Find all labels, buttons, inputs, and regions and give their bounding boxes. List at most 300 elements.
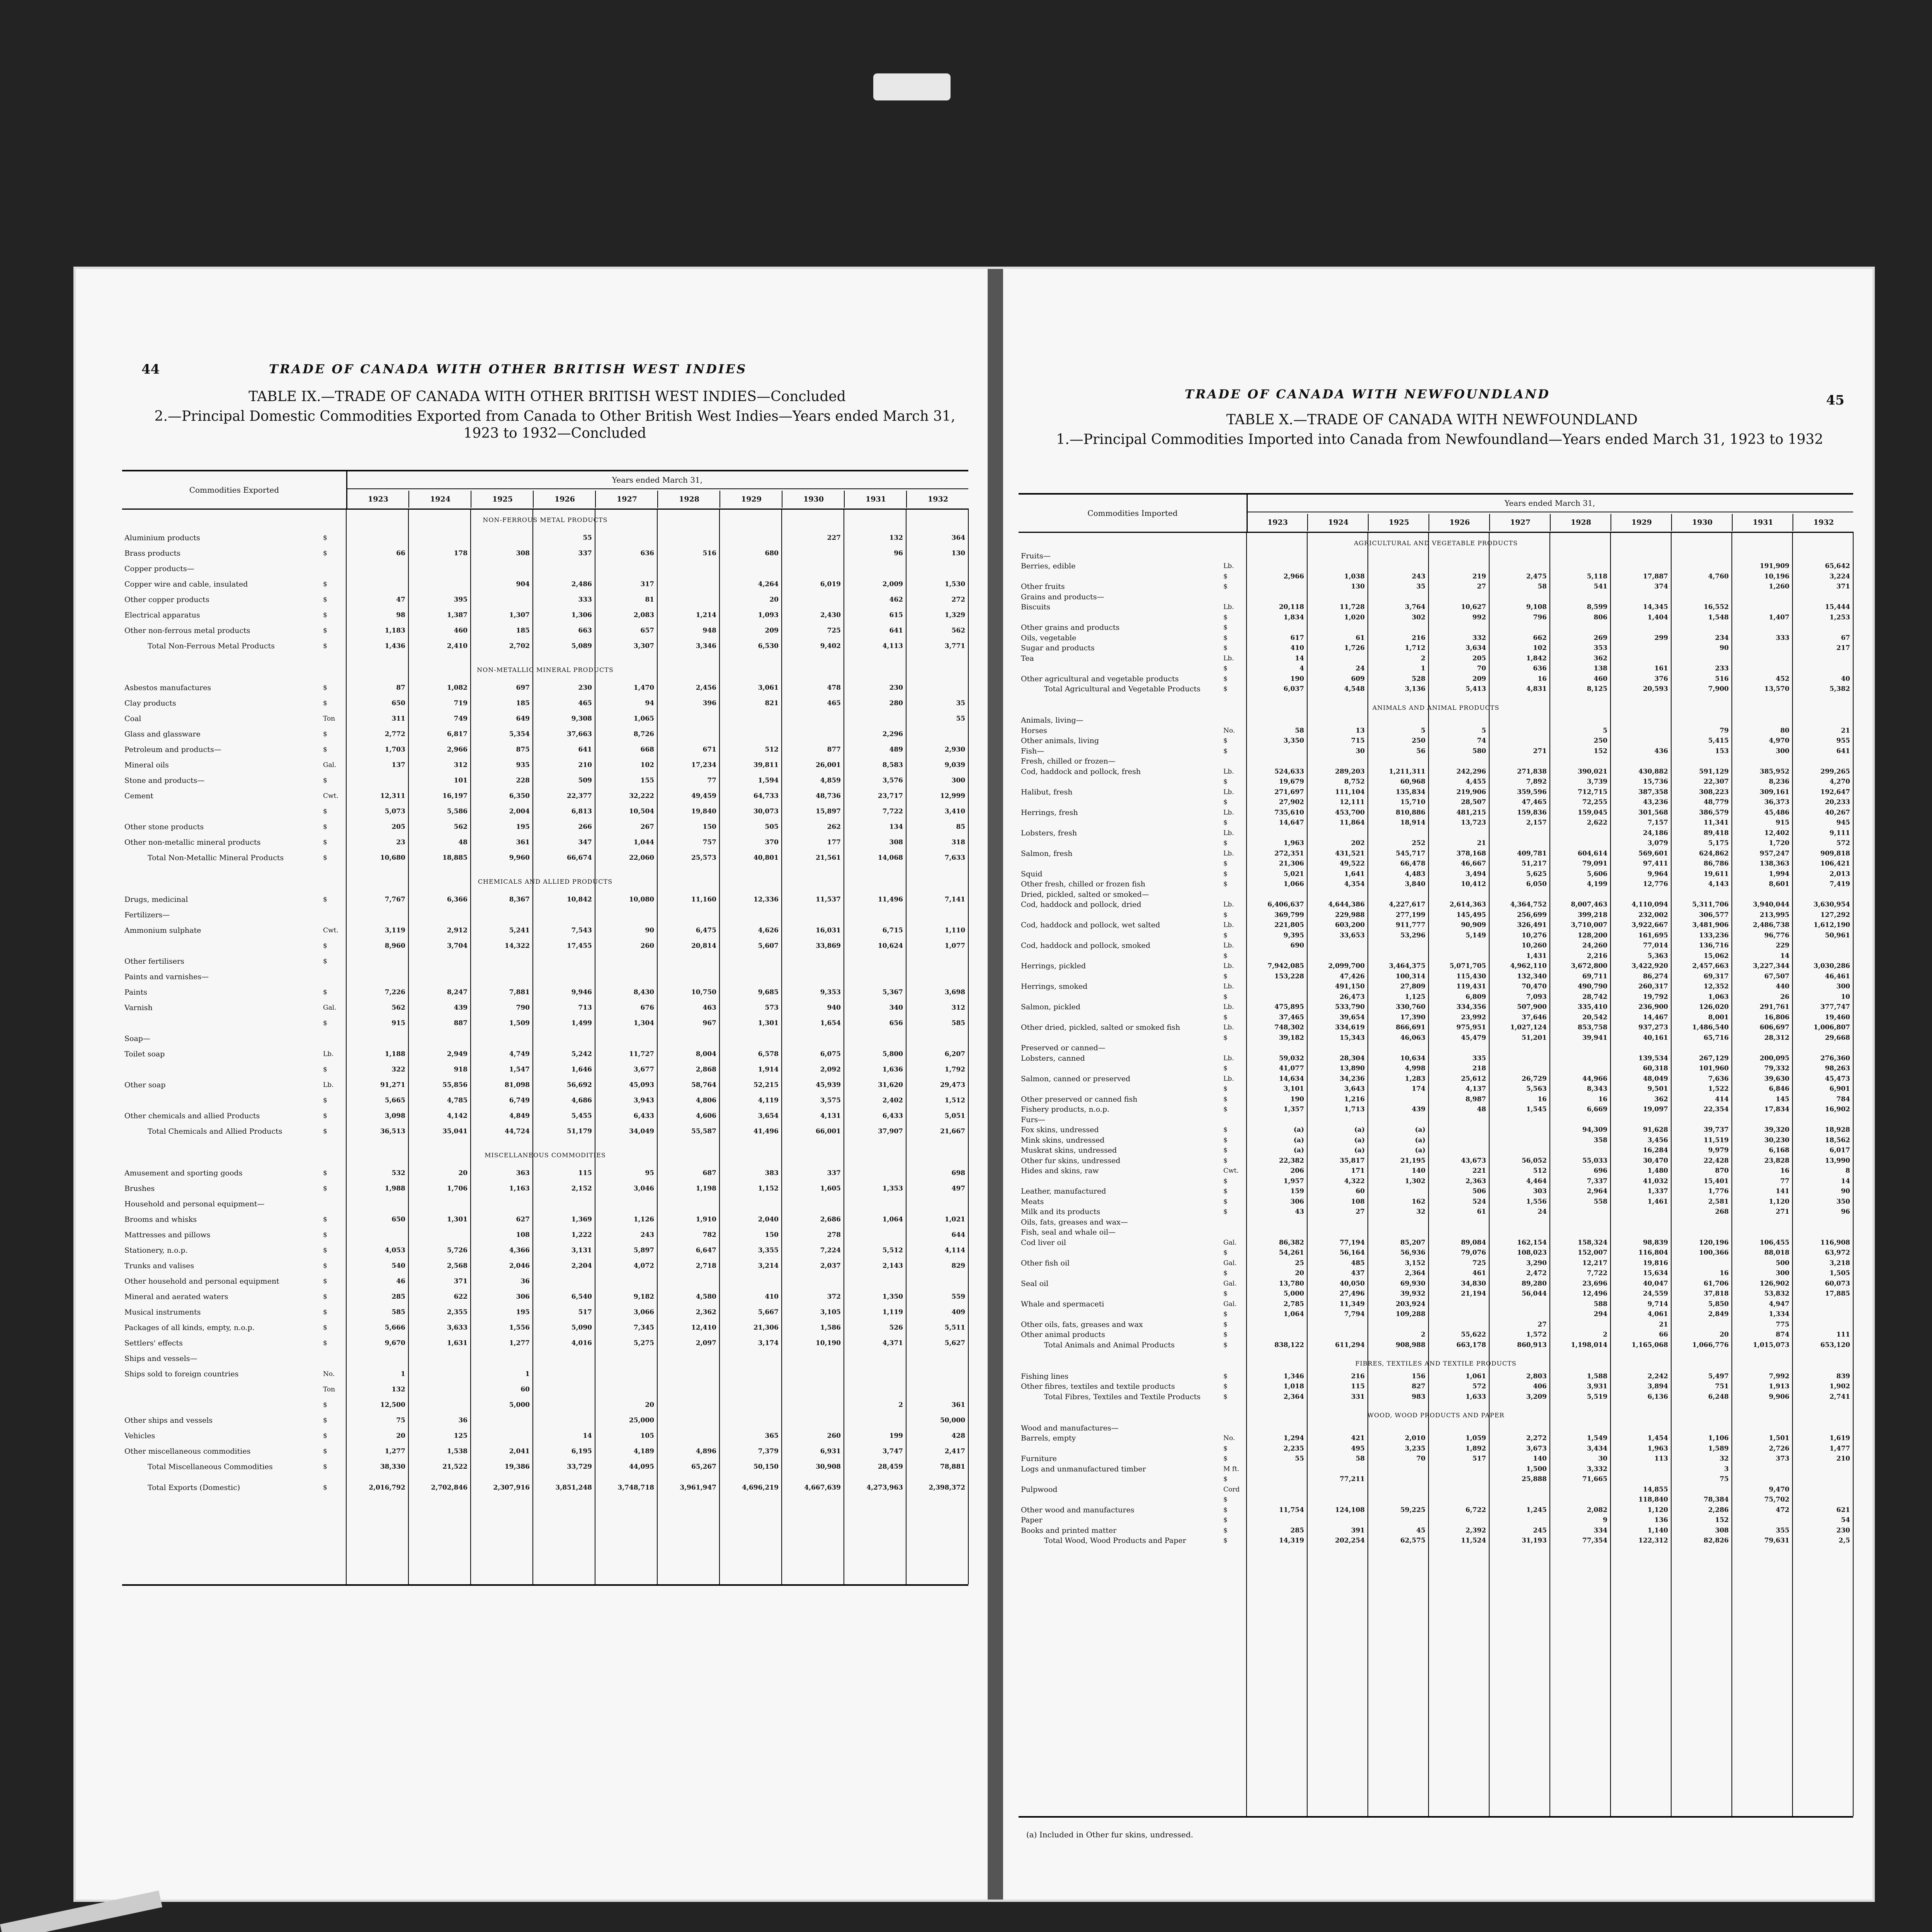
cell-value: 47,426: [1339, 972, 1365, 980]
cell-value: 60: [520, 1386, 530, 1393]
cell-value: 53,832: [1764, 1290, 1789, 1298]
cell-value: 7,892: [1526, 778, 1547, 786]
cell-value: 9: [1603, 1516, 1607, 1524]
cell-value: 775: [1776, 1320, 1789, 1328]
cell-value: 100,314: [1396, 972, 1425, 980]
cell-value: 460: [1594, 675, 1607, 683]
row-unit: Gal.: [1223, 1238, 1237, 1247]
cell-value: 409,781: [1517, 849, 1547, 857]
table-row: [122, 761, 968, 769]
cell-value: 322: [391, 1066, 405, 1073]
cell-value: 3,061: [758, 684, 779, 692]
cell-value: 2,216: [1587, 952, 1607, 960]
cell-value: 36: [520, 1277, 530, 1285]
table-row: [1019, 860, 1853, 867]
row-unit: $: [323, 1247, 327, 1254]
table-row: [122, 1247, 968, 1254]
row-label: Wood and manufactures—: [1021, 1424, 1119, 1432]
cell-value: 116,908: [1820, 1238, 1850, 1247]
cell-value: 4,366: [509, 1247, 530, 1254]
cell-value: 205: [1472, 654, 1486, 662]
cell-value: 611,294: [1335, 1341, 1365, 1349]
cell-value: 3,672,800: [1571, 962, 1607, 970]
cell-value: 1,006,807: [1813, 1024, 1850, 1031]
cell-value: 113: [1654, 1455, 1668, 1463]
cell-value: 5,497: [1708, 1372, 1729, 1380]
table-row: [1019, 1034, 1853, 1042]
cell-value: 3,105: [820, 1308, 841, 1316]
cell-value: 115: [1351, 1383, 1365, 1390]
cell-value: 3,218: [1829, 1259, 1850, 1267]
cell-value: 40,161: [1643, 1034, 1668, 1042]
cell-value: 159: [1290, 1187, 1304, 1195]
cell-value: 12,776: [1643, 880, 1668, 888]
cell-value: 1,477: [1829, 1444, 1850, 1452]
cell-value: 13,570: [1764, 685, 1789, 693]
cell-value: 9,946: [571, 988, 592, 996]
table-row: [1019, 1105, 1853, 1113]
cell-value: 335: [1472, 1054, 1486, 1062]
cell-value: 20: [769, 596, 779, 604]
section-heading: [1019, 1360, 1853, 1367]
cell-value: 7,881: [509, 988, 530, 996]
cell-value: 806: [1594, 613, 1607, 621]
cell-value: 271,838: [1517, 767, 1547, 776]
table-row: [122, 1277, 968, 1285]
row-label: Fruits—: [1021, 552, 1051, 560]
cell-value: 3,634: [1465, 644, 1486, 652]
row-unit: $: [1223, 993, 1228, 1001]
cell-value: 30,908: [815, 1463, 841, 1471]
cell-value: 911,777: [1396, 921, 1425, 929]
cell-value: 203,924: [1396, 1300, 1425, 1308]
row-unit: $: [323, 1066, 327, 1073]
cell-value: 61,706: [1703, 1279, 1729, 1287]
cell-value: 46,063: [1400, 1034, 1425, 1042]
cell-value: 4,119: [758, 1097, 779, 1104]
cell-value: 1,547: [509, 1066, 530, 1073]
cell-value: 391: [1351, 1526, 1365, 1534]
cell-value: 545,717: [1396, 849, 1425, 857]
cell-value: 303: [1533, 1187, 1547, 1195]
cell-value: 185: [516, 699, 530, 707]
row-unit: Cwt.: [323, 927, 338, 934]
row-unit: $: [1223, 1126, 1228, 1134]
cell-value: 478: [827, 684, 841, 692]
cell-value: 50,150: [753, 1463, 779, 1471]
cell-value: 1: [401, 1370, 405, 1378]
exports-table: [122, 470, 968, 1586]
row-unit: $: [1223, 747, 1228, 755]
cell-value: 1,431: [1526, 952, 1547, 960]
cell-value: 757: [702, 838, 716, 846]
cell-value: 472: [1776, 1506, 1789, 1514]
cell-value: 2,912: [447, 927, 468, 934]
table-row: [1019, 1024, 1853, 1031]
cell-value: 4,831: [1526, 685, 1547, 693]
cell-value: 3,654: [758, 1112, 779, 1120]
cell-value: 14,068: [878, 854, 903, 862]
cell-value: 526: [889, 1324, 903, 1332]
cell-value: 334,356: [1456, 1003, 1486, 1011]
cell-value: 1,353: [882, 1185, 903, 1192]
cell-value: 209: [1472, 675, 1486, 683]
cell-value: 30,073: [753, 808, 779, 815]
cell-value: 28,507: [1461, 798, 1486, 806]
cell-value: 4,947: [1769, 1300, 1789, 1308]
cell-value: 78,881: [940, 1463, 965, 1471]
row-label: Paints: [124, 988, 147, 996]
row-unit: $: [1223, 1372, 1228, 1380]
cell-value: 465: [827, 699, 841, 707]
cell-value: 1,902: [1829, 1383, 1850, 1390]
cell-value: 7,636: [1708, 1075, 1729, 1083]
cell-value: 36: [458, 1417, 468, 1424]
cell-value: 5,512: [882, 1247, 903, 1254]
table-row: [122, 1339, 968, 1347]
table-row: [1019, 665, 1853, 672]
row-label: Other animals, living: [1021, 737, 1099, 745]
cell-value: 3,633: [447, 1324, 468, 1332]
row-unit: $: [1223, 819, 1228, 827]
cell-value: 48: [458, 838, 468, 846]
cell-value: 712,715: [1578, 788, 1607, 796]
cell-value: 75: [396, 1417, 405, 1424]
table-row: [122, 1417, 968, 1424]
row-unit: $: [1223, 1034, 1228, 1042]
row-label: CHEMICALS AND ALLIED PRODUCTS: [478, 878, 613, 885]
cell-value: 330,760: [1396, 1003, 1425, 1011]
cell-value: 161: [1654, 665, 1668, 672]
row-label: Copper products—: [124, 565, 194, 573]
row-label: Squid: [1021, 870, 1043, 878]
cell-value: 3,101: [1283, 1085, 1304, 1093]
cell-value: 199: [889, 1432, 903, 1440]
cell-value: 4,322: [1344, 1177, 1365, 1185]
cell-value: 75: [1719, 1475, 1729, 1483]
row-unit: $: [323, 1484, 327, 1492]
cell-value: 202: [1351, 839, 1365, 847]
row-label: Cod, haddock and pollock, dried: [1021, 901, 1141, 908]
cell-value: 90: [1719, 644, 1729, 652]
row-unit: $: [323, 896, 327, 903]
cell-value: 6,248: [1708, 1393, 1729, 1401]
cell-value: 361: [516, 838, 530, 846]
cell-value: 108: [516, 1231, 530, 1239]
cell-value: 256,699: [1517, 911, 1547, 919]
row-unit: $: [1223, 1506, 1228, 1514]
cell-value: 2,013: [1829, 870, 1850, 878]
cell-value: 16,031: [815, 927, 841, 934]
cell-value: 2,235: [1283, 1444, 1304, 1452]
cell-value: 9,039: [944, 761, 965, 769]
cell-value: 636: [1533, 665, 1547, 672]
cell-value: 5,275: [633, 1339, 654, 1347]
cell-value: 9,714: [1647, 1300, 1668, 1308]
cell-value: 1,277: [384, 1447, 405, 1455]
cell-value: 572: [1836, 839, 1850, 847]
cell-value: 79: [1719, 726, 1729, 735]
cell-value: 2,741: [1829, 1393, 1850, 1401]
table-row: [1019, 624, 1853, 631]
cell-value: 2,410: [447, 642, 468, 650]
cell-value: 533,790: [1335, 1003, 1365, 1011]
cell-value: 60: [1355, 1187, 1365, 1195]
cell-value: 4,760: [1708, 572, 1729, 580]
cell-value: 337: [827, 1169, 841, 1177]
cell-value: 4,464: [1526, 1177, 1547, 1185]
cell-value: 9,182: [633, 1293, 654, 1301]
row-label: Salmon, canned or preserved: [1021, 1075, 1131, 1083]
table-row: [1019, 644, 1853, 652]
row-label: Stationery, n.o.p.: [124, 1247, 188, 1254]
cell-value: 158,324: [1578, 1238, 1607, 1247]
cell-value: 16,806: [1764, 1013, 1789, 1021]
table-row: [122, 1019, 968, 1027]
row-label: Cod, haddock and pollock, wet salted: [1021, 921, 1160, 929]
cell-value: 2,009: [882, 580, 903, 588]
cell-value: 299,265: [1820, 767, 1850, 776]
cell-value: 430,882: [1638, 767, 1668, 776]
cell-value: 3,136: [1405, 685, 1425, 693]
table-row: [122, 1401, 968, 1409]
table-row: [1019, 891, 1853, 898]
cell-value: 30: [1598, 1455, 1607, 1463]
row-unit: $: [323, 1097, 327, 1104]
running-head: TRADE OF CANADA WITH NEWFOUNDLAND: [1185, 387, 1550, 401]
cell-value: 615: [889, 611, 903, 619]
table-row: [1019, 1177, 1853, 1185]
cell-value: 202,254: [1335, 1537, 1365, 1544]
cell-value: 3,307: [633, 642, 654, 650]
row-unit: $: [323, 1293, 327, 1301]
table-row: [1019, 1085, 1853, 1093]
cell-value: 512: [1533, 1167, 1547, 1175]
cell-value: 150: [702, 823, 716, 831]
cell-value: 6,136: [1647, 1393, 1668, 1401]
cell-value: 641: [1836, 747, 1850, 755]
row-label: Dried, pickled, salted or smoked—: [1021, 890, 1149, 898]
cell-value: 40,050: [1339, 1279, 1365, 1287]
cell-value: 2,362: [696, 1308, 716, 1316]
cell-value: 2,392: [1465, 1526, 1486, 1534]
cell-value: 887: [454, 1019, 468, 1027]
row-label: Other fur skins, undressed: [1021, 1156, 1121, 1165]
cell-value: 1,216: [1344, 1095, 1365, 1103]
cell-value: 22,060: [629, 854, 654, 862]
cell-value: 5,413: [1465, 685, 1486, 693]
row-label: Total Fibres, Textiles and Textile Products: [1044, 1393, 1201, 1401]
cell-value: 1,509: [509, 1019, 530, 1027]
cell-value: 2,092: [820, 1066, 841, 1073]
total-row: [122, 642, 968, 650]
cell-value: 6,017: [1829, 1146, 1850, 1154]
cell-value: 17,455: [566, 942, 592, 950]
cell-value: 77,194: [1339, 1238, 1365, 1247]
cell-value: 3,771: [944, 642, 965, 650]
cell-value: 66,478: [1400, 860, 1425, 867]
table-row: [122, 565, 968, 573]
cell-value: 9,501: [1647, 1085, 1668, 1093]
cell-value: 663,178: [1456, 1341, 1486, 1349]
cell-value: 5,850: [1708, 1300, 1729, 1308]
row-label: Cod liver oil: [1021, 1238, 1066, 1247]
cell-value: 4,998: [1405, 1065, 1425, 1072]
cell-value: 3,410: [944, 808, 965, 815]
years-header: Years ended March 31,: [346, 471, 968, 489]
cell-value: 507,900: [1517, 1003, 1547, 1011]
cell-value: 2,868: [696, 1066, 716, 1073]
cell-value: 2,430: [820, 611, 841, 619]
cell-value: 16: [1537, 1095, 1547, 1103]
row-label: Mattresses and pillows: [124, 1231, 211, 1239]
cell-value: 967: [702, 1019, 716, 1027]
row-label: Herrings, pickled: [1021, 962, 1086, 970]
cell-value: 10,634: [1400, 1054, 1425, 1062]
table-row: [1019, 737, 1853, 745]
cell-value: 135,834: [1396, 788, 1425, 796]
cell-value: 9,979: [1708, 1146, 1729, 1154]
cell-value: 14: [1295, 654, 1304, 662]
table-row: [1019, 809, 1853, 816]
cell-value: 1,538: [447, 1447, 468, 1455]
year-header: 1930: [1671, 514, 1733, 531]
cell-value: 111: [1836, 1331, 1850, 1338]
table-row: [1019, 675, 1853, 683]
cell-value: 3,030,286: [1813, 962, 1850, 970]
row-label: Fishery products, n.o.p.: [1021, 1105, 1110, 1113]
cell-value: 690: [1290, 942, 1304, 949]
cell-value: 8,583: [882, 761, 903, 769]
cell-value: 118,840: [1638, 1496, 1668, 1503]
cell-value: 161,695: [1638, 931, 1668, 939]
cell-value: 252: [1412, 839, 1425, 847]
row-unit: $: [323, 1128, 327, 1135]
cell-value: 4: [1299, 665, 1304, 672]
cell-value: 29,668: [1825, 1034, 1850, 1042]
cell-value: 102: [640, 761, 654, 769]
cell-value: 725: [1472, 1259, 1486, 1267]
cell-value: 1,066,776: [1692, 1341, 1729, 1349]
cell-value: 1,776: [1708, 1187, 1729, 1195]
cell-value: 10,624: [878, 942, 903, 950]
cell-value: 128,200: [1578, 931, 1607, 939]
row-label: Salmon, fresh: [1021, 849, 1073, 857]
row-unit: $: [1223, 1136, 1228, 1144]
cell-value: 45,093: [629, 1081, 654, 1089]
cell-value: 2,772: [384, 730, 405, 738]
cell-value: 2,785: [1283, 1300, 1304, 1308]
cell-value: 17,234: [691, 761, 716, 769]
cell-value: 6,817: [447, 730, 468, 738]
cell-value: 272: [951, 596, 965, 604]
table-row: [122, 1066, 968, 1073]
table-row: [1019, 1014, 1853, 1021]
cell-value: 5,021: [1283, 870, 1304, 878]
right-page: [1003, 269, 1872, 1900]
table-row: [1019, 757, 1853, 765]
cell-value: 26: [1780, 993, 1789, 1001]
cell-value: 2,004: [509, 808, 530, 815]
cell-value: 5,242: [571, 1050, 592, 1058]
cell-value: 308: [516, 549, 530, 557]
cell-value: 19,816: [1643, 1259, 1668, 1267]
cell-value: 697: [516, 684, 530, 692]
cell-value: 24,186: [1643, 829, 1668, 837]
section-heading: [1019, 704, 1853, 712]
row-label: ANIMALS AND ANIMAL PRODUCTS: [1372, 704, 1500, 711]
table-row: [1019, 870, 1853, 878]
cell-value: 3,152: [1405, 1259, 1425, 1267]
cell-value: 14,319: [1279, 1537, 1304, 1544]
cell-value: 19,097: [1643, 1105, 1668, 1113]
cell-value: 13: [1355, 726, 1365, 735]
cell-value: 1,572: [1526, 1331, 1547, 1338]
cell-value: 585: [391, 1308, 405, 1316]
table-row: [1019, 973, 1853, 980]
cell-value: 5,897: [633, 1247, 654, 1254]
cell-value: 2,930: [944, 746, 965, 753]
total-row: [122, 1463, 968, 1471]
cell-value: 5,563: [1526, 1085, 1547, 1093]
cell-value: 2,157: [1526, 819, 1547, 827]
cell-value: 4,626: [758, 927, 779, 934]
row-unit: $: [1223, 583, 1228, 590]
cell-value: 363: [516, 1169, 530, 1177]
cell-value: 541: [1594, 583, 1607, 590]
cell-value: 37,465: [1279, 1013, 1304, 1021]
cell-value: 17,834: [1764, 1105, 1789, 1113]
table-row: [122, 1200, 968, 1208]
table-row: [1019, 603, 1853, 611]
total-row: [1019, 685, 1853, 693]
cell-value: 5,511: [944, 1324, 965, 1332]
cell-value: 46,667: [1461, 860, 1486, 867]
cell-value: 32: [1719, 1455, 1729, 1463]
cell-value: 55: [1295, 1455, 1304, 1463]
cell-value: 79,091: [1582, 860, 1607, 867]
cell-value: 2,417: [944, 1447, 965, 1455]
cell-value: 5,667: [758, 1308, 779, 1316]
table-row: [1019, 1126, 1853, 1134]
row-unit: $: [323, 1019, 327, 1027]
cell-value: 1,505: [1829, 1269, 1850, 1277]
cell-value: 347: [578, 838, 592, 846]
cell-value: 5,089: [571, 642, 592, 650]
cell-value: 245: [1533, 1526, 1547, 1534]
cell-value: 20,542: [1582, 1013, 1607, 1021]
table-row: [1019, 1187, 1853, 1195]
table-row: [1019, 1383, 1853, 1390]
cell-value: 230: [1836, 1526, 1850, 1534]
row-label: Soap—: [124, 1035, 150, 1043]
cell-value: 221: [1472, 1167, 1486, 1175]
cell-value: 378,168: [1456, 849, 1486, 857]
cell-value: 47: [396, 596, 405, 604]
cell-value: 5: [1481, 726, 1486, 735]
cell-value: 421: [1351, 1434, 1365, 1442]
cell-value: 1,461: [1647, 1197, 1668, 1206]
cell-value: 98: [396, 611, 405, 619]
cell-value: 15,343: [1339, 1034, 1365, 1042]
cell-value: 299: [1654, 634, 1668, 642]
table-row: [122, 1432, 968, 1440]
cell-value: 44,966: [1582, 1075, 1607, 1083]
table-header: [1019, 495, 1853, 533]
cell-value: 21,195: [1400, 1156, 1425, 1165]
cell-value: 20: [396, 1432, 405, 1440]
cell-value: 1,612,190: [1813, 921, 1850, 929]
